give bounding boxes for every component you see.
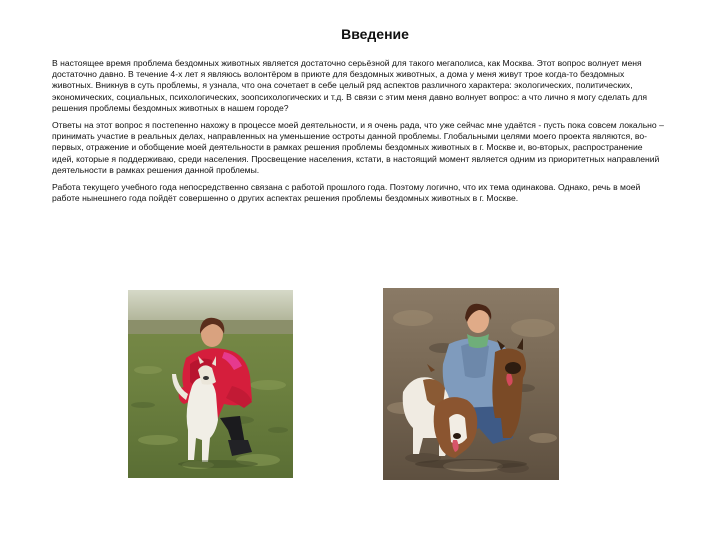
paragraph-1: В настоящее время проблема бездомных животных является достаточно серьёзной для такого мегаполиса, как Москва. Этот вопрос волнует меня достаточно давно. В течение 4-х лет я являюсь волонтёром в приюте для бездомных животных, а дома у меня живут трое когда-то бездомных животных. Вникнув в суть проблемы, я узнала, что она сочетает в себе целый ряд аспектов различного характера: экологических, политических, экономических, социальных, психологических, зоопсихологических и т.д. В связи с этим меня давно волнует вопрос: а что лично я могу сделать для решения проблемы бездомных животных в нашем городе? — [52, 58, 648, 113]
paragraph-2: Ответы на этот вопрос я постепенно нахожу в процессе моей деятельности, и я очень рада, что уже сейчас мне удаётся - пусть пока совсем локально – принимать участие в реальных делах, направленных на уменьшение остроты данной проблемы. Глобальными целями моего проекта являются, во-первых, отражение и обобщение моей деятельности в рамках решения проблемы бездомных животных в г. Москве и, во-вторых, распространение идей, которые я поддерживаю, среди населения. Просвещение населения, кстати, в настоящий момент является одним из приоритетных направлений деятельности в рамках решения данной проблемы. — [52, 120, 664, 175]
body-text — [52, 58, 664, 210]
paragraph-3: Работа текущего учебного года непосредственно связана с работой прошлого года. Поэтому логично, что их тема одинакова. Однако, речь в моей работе нынешнего года пойдёт совершенно о других аспектах решения проблемы бездомных животных в г. Москве. — [52, 182, 641, 204]
photo-girl-with-white-dog — [128, 290, 293, 478]
photo-girl-with-two-dogs — [383, 288, 559, 480]
page-title: Введение — [341, 26, 409, 42]
